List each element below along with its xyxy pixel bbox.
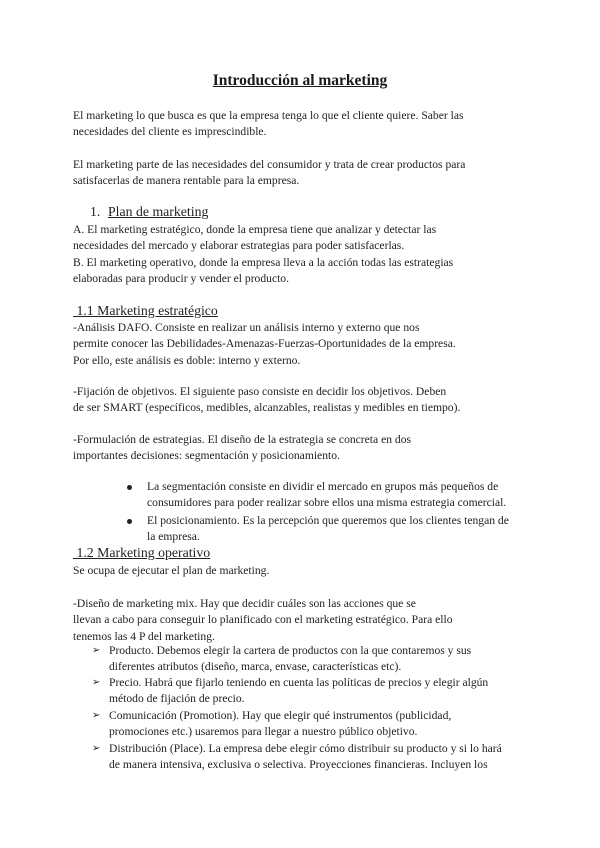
text-line: El posicionamiento. Es la percepción que queremos que los clientes tengan de [147, 514, 509, 527]
arrow-bullet-icon: ➢ [92, 710, 101, 721]
text-line: consumidores para poder realizar sobre ellos una misma estrategia comercial. [147, 496, 507, 510]
bullet-dot-icon [127, 485, 132, 490]
text-line: de ser SMART (específicos, medibles, alcanzables, realistas y medibles en tiempo). [73, 401, 461, 415]
arrow-bullet-icon: ➢ [92, 677, 101, 688]
arrow-item-text [109, 741, 502, 774]
text-line: necesidades del mercado y elaborar estrategias para poder satisfacerlas. [73, 239, 405, 253]
text-line: método de fijación de precio. [109, 692, 245, 706]
dafo-paragraph [73, 320, 543, 369]
text-line: -Formulación de estrategias. El diseño de la estrategia se concreta en dos [73, 433, 412, 446]
text-line: B. El marketing operativo, donde la empresa lleva a la acción todas las estrategias [73, 255, 454, 269]
arrow-item-text [109, 675, 488, 708]
bullet-text [147, 479, 506, 512]
text-line: promociones etc.) usaremos para llegar a nuestro público objetivo. [109, 725, 418, 739]
text-line: Se ocupa de ejecutar el plan de marketing. [73, 564, 270, 577]
bullet-dot-icon [127, 519, 132, 524]
section-heading-plan [90, 204, 208, 220]
arrow-bullet-icon: ➢ [92, 743, 101, 754]
text-line: -Diseño de marketing mix. Hay que decidir cuáles son las acciones que se [73, 597, 416, 610]
text-line: importantes decisiones: segmentación y posicionamiento. [73, 449, 340, 463]
arrow-item-text [109, 708, 451, 741]
text-line: Comunicación (Promotion). Hay que elegir qué instrumentos (publicidad, [109, 709, 452, 722]
text-line: Producto. Debemos elegir la cartera de productos con la que contaremos y sus [109, 644, 472, 657]
text-line: de manera intensiva, exclusiva o selectiva. Proyecciones financieras. Incluyen los [109, 758, 488, 772]
text-line: diferentes atributos (diseño, marca, envase, características etc). [109, 660, 402, 674]
text-line: -Análisis DAFO. Consiste en realizar un análisis interno y externo que nos [73, 321, 420, 334]
arrow-bullet-icon: ➢ [92, 645, 101, 656]
text-line: Distribución (Place). La empresa debe elegir cómo distribuir su producto y si lo hará [109, 742, 502, 755]
text-line: llevan a cabo para conseguir lo planificado con el marketing estratégico. Para ello [73, 613, 453, 627]
text-line: permite conocer las Debilidades-Amenazas-Fuerzas-Oportunidades de la empresa. [73, 337, 456, 351]
mix-paragraph [73, 596, 543, 645]
text-line: El marketing lo que busca es que la empresa tenga lo que el cliente quiere. Saber las [73, 109, 464, 122]
text-line: tenemos las 4 P del marketing. [73, 629, 215, 643]
page-title: Introducción al marketing [212, 72, 388, 89]
subsection-heading-estrategico: 1.1 Marketing estratégico [73, 303, 218, 318]
subsection-heading-operativo: 1.2 Marketing operativo [73, 545, 211, 560]
text-line: elaboradas para producir y vender el producto. [73, 272, 290, 286]
text-line: La segmentación consiste en dividir el mercado en grupos más pequeños de [147, 480, 499, 493]
section-number: 1. [90, 204, 101, 219]
operativo-line [73, 563, 543, 579]
text-line: El marketing parte de las necesidades del consumidor y trata de crear productos para [73, 158, 466, 171]
plan-paragraph [73, 222, 543, 288]
objetivos-paragraph [73, 384, 543, 417]
section-title: Plan de marketing [108, 204, 209, 219]
text-line: Precio. Habrá que fijarlo teniendo en cuenta las políticas de precios y elegir algún [109, 676, 489, 689]
arrow-item-text [109, 643, 471, 676]
text-line: necesidades del cliente es imprescindible. [73, 125, 267, 139]
text-line: A. El marketing estratégico, donde la empresa tiene que analizar y detectar las [73, 223, 437, 236]
text-line: Por ello, este análisis es doble: interno y externo. [73, 353, 301, 367]
text-line: la empresa. [147, 530, 200, 544]
text-line: -Fijación de objetivos. El siguiente paso consiste en decidir los objetivos. Deben [73, 385, 447, 398]
intro-paragraph [73, 108, 543, 141]
intro-paragraph-2 [73, 157, 543, 190]
estrategias-paragraph [73, 432, 543, 465]
text-line: satisfacerlas de manera rentable para la empresa. [73, 174, 300, 188]
bullet-text [147, 513, 509, 546]
